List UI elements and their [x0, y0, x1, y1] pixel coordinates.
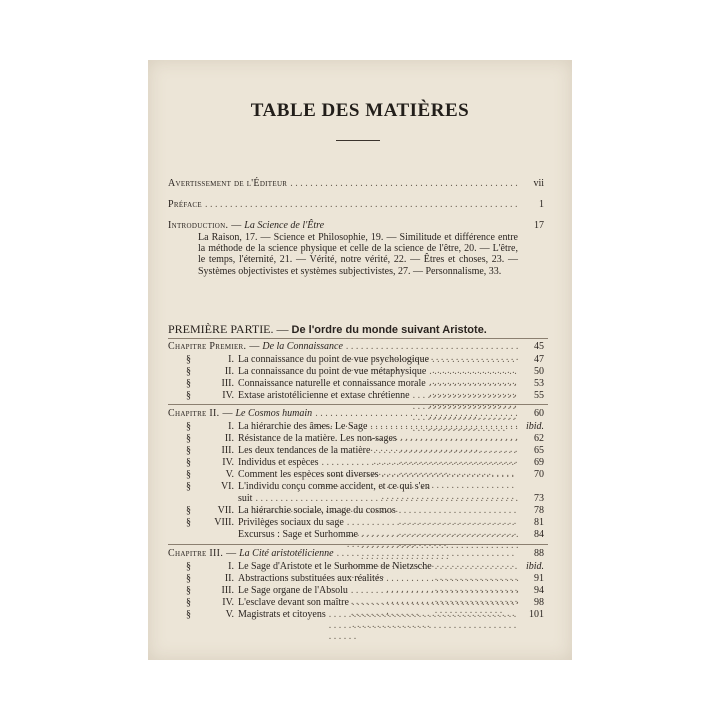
section-title: Extase aristotélicienne et extase chrétienne	[238, 390, 410, 401]
chapter-heading: Chapitre Premier. — De la Connaissance . . . 45	[168, 341, 544, 374]
chapter-page: 45	[534, 341, 544, 352]
section-num: III.	[221, 585, 234, 596]
section-sign: §	[186, 469, 191, 480]
section-page: ibid.	[525, 421, 544, 432]
section-num: III.	[221, 378, 234, 389]
page-title: TABLE DES MATIÈRES	[250, 100, 470, 121]
section-num: II.	[224, 366, 234, 377]
section-sign: §	[186, 597, 191, 608]
section-page: 91	[534, 573, 544, 584]
section-num: V.	[225, 469, 234, 480]
section-title: Comment les espèces sont diverses	[238, 469, 379, 480]
section-title: La hiérarchie des âmes. Le Sage	[238, 421, 368, 432]
section-title: Connaissance naturelle et connaissance morale	[238, 378, 426, 389]
section-sign: §	[186, 433, 191, 444]
chapter-separator	[168, 404, 548, 405]
chapter-subtitle: Le Cosmos humain	[235, 408, 313, 419]
section-page: 73	[534, 493, 544, 504]
section-page: ibid.	[525, 561, 544, 572]
section-title: Excursus : Sage et Surhomme	[238, 529, 358, 540]
section-num: III.	[221, 445, 234, 456]
entry-page: vii	[533, 178, 544, 189]
section-page: 78	[534, 505, 544, 516]
section-num: I.	[228, 421, 234, 432]
section-entry	[186, 481, 544, 492]
section-sign: §	[186, 585, 191, 596]
section-title: La connaissance du point de vue métaphysique	[238, 366, 427, 377]
section-page: 50	[534, 366, 544, 377]
section-title: Privilèges sociaux du sage	[238, 517, 344, 528]
section-page: 70	[534, 469, 544, 480]
section-sign: §	[186, 378, 191, 389]
chapter-separator	[168, 338, 548, 339]
chapter-separator	[168, 544, 548, 545]
section-title: La hiérarchie sociale, image du cosmos	[238, 505, 396, 516]
chapter-subtitle: De la Connaissance	[262, 341, 343, 352]
section-sign: §	[186, 366, 191, 377]
section-title: Le Sage organe de l'Absolu	[238, 585, 348, 596]
section-page: 101	[529, 609, 544, 620]
section-title: L'individu conçu comme accident, et ce qui s'en	[238, 481, 430, 492]
section-num: IV.	[222, 457, 234, 468]
section-sign: §	[186, 517, 191, 528]
section-title: Abstractions substituées aux réalités	[238, 573, 384, 584]
title-rule	[336, 140, 380, 141]
section-page: 84	[534, 529, 544, 540]
section-sign: §	[186, 445, 191, 456]
chapter-label: Chapitre Premier.	[168, 341, 247, 352]
section-num: I.	[228, 561, 234, 572]
section-num: I.	[228, 354, 234, 365]
part-subtitle: De l'ordre du monde suivant Aristote.	[291, 324, 487, 336]
section-title: La connaissance du point de vue psychologique	[238, 354, 430, 365]
section-title: Résistance de la matière. Les non-sages	[238, 433, 397, 444]
section-sign: §	[186, 481, 191, 492]
toc-entry-introduction: Introduction. — La Science de l'Être 17	[168, 220, 544, 231]
section-title: Individus et espèces	[238, 457, 319, 468]
section-page: 94	[534, 585, 544, 596]
section-sign: §	[186, 457, 191, 468]
chapter-subtitle: La Cité aristotélicienne	[239, 548, 334, 559]
part-label: PREMIÈRE PARTIE. —	[168, 322, 289, 336]
section-page: 47	[534, 354, 544, 365]
chapter-label: Chapitre III.	[168, 548, 224, 559]
section-page: 62	[534, 433, 544, 444]
leader-dots	[205, 199, 519, 210]
section-num: VI.	[220, 481, 234, 492]
section-entry	[186, 609, 544, 642]
section-page: 98	[534, 597, 544, 608]
section-page: 65	[534, 445, 544, 456]
section-num: II.	[224, 433, 234, 444]
section-sign: §	[186, 390, 191, 401]
introduction-summary: La Raison, 17. — Science et Philosophie, 19. — Similitude et différence entre la méthode de la science physique et celle de la science de l'être, 20. — L'être, le temps, l'éternité, 21. — Vérité, notre vérité, 22. — Êtres et choses, 23. — Systèmes objectivistes et systèmes subjectivistes, 27. — Personnalisme, 33.	[198, 232, 518, 277]
chapter-heading: Chapitre II. — Le Cosmos humain . . . 60	[168, 408, 544, 430]
entry-label: Préface	[168, 199, 202, 210]
section-sign: §	[186, 354, 191, 365]
toc-entry-preface	[168, 199, 544, 210]
section-sign: §	[186, 421, 191, 432]
section-sign: §	[186, 505, 191, 516]
section-num: IV.	[222, 390, 234, 401]
section-title: Les deux tendances de la matière	[238, 445, 371, 456]
section-title: suit	[238, 493, 253, 504]
entry-page: 17	[534, 220, 544, 231]
chapter-label: Chapitre II.	[168, 408, 220, 419]
entry-subtitle: La Science de l'Être	[244, 220, 325, 231]
section-sign: §	[186, 573, 191, 584]
toc-entry-avertissement	[168, 178, 544, 189]
part-heading	[168, 322, 552, 337]
section-page: 53	[534, 378, 544, 389]
section-page: 81	[534, 517, 544, 528]
section-title: Le Sage d'Aristote et le Surhomme de Nietzsche	[238, 561, 432, 572]
section-sign: §	[186, 561, 191, 572]
chapter-page: 60	[534, 408, 544, 419]
section-sign: §	[186, 609, 191, 620]
section-num: IV.	[222, 597, 234, 608]
section-num: II.	[224, 573, 234, 584]
section-num: VII.	[217, 505, 234, 516]
book-page	[148, 60, 572, 660]
section-title: L'esclave devant son maître	[238, 597, 349, 608]
entry-page: 1	[539, 199, 544, 210]
section-title: Magistrats et citoyens	[238, 609, 326, 620]
leader-dots	[329, 609, 519, 642]
leader-dots	[290, 178, 519, 189]
section-page: 69	[534, 457, 544, 468]
section-num: V.	[225, 609, 234, 620]
section-page: 55	[534, 390, 544, 401]
section-num: VIII.	[214, 517, 234, 528]
entry-label: Introduction.	[168, 220, 229, 231]
entry-label: Avertissement de l'Éditeur	[168, 178, 288, 189]
chapter-page: 88	[534, 548, 544, 559]
chapter-heading: Chapitre III. — La Cité aristotélicienne . . . 88	[168, 548, 544, 581]
